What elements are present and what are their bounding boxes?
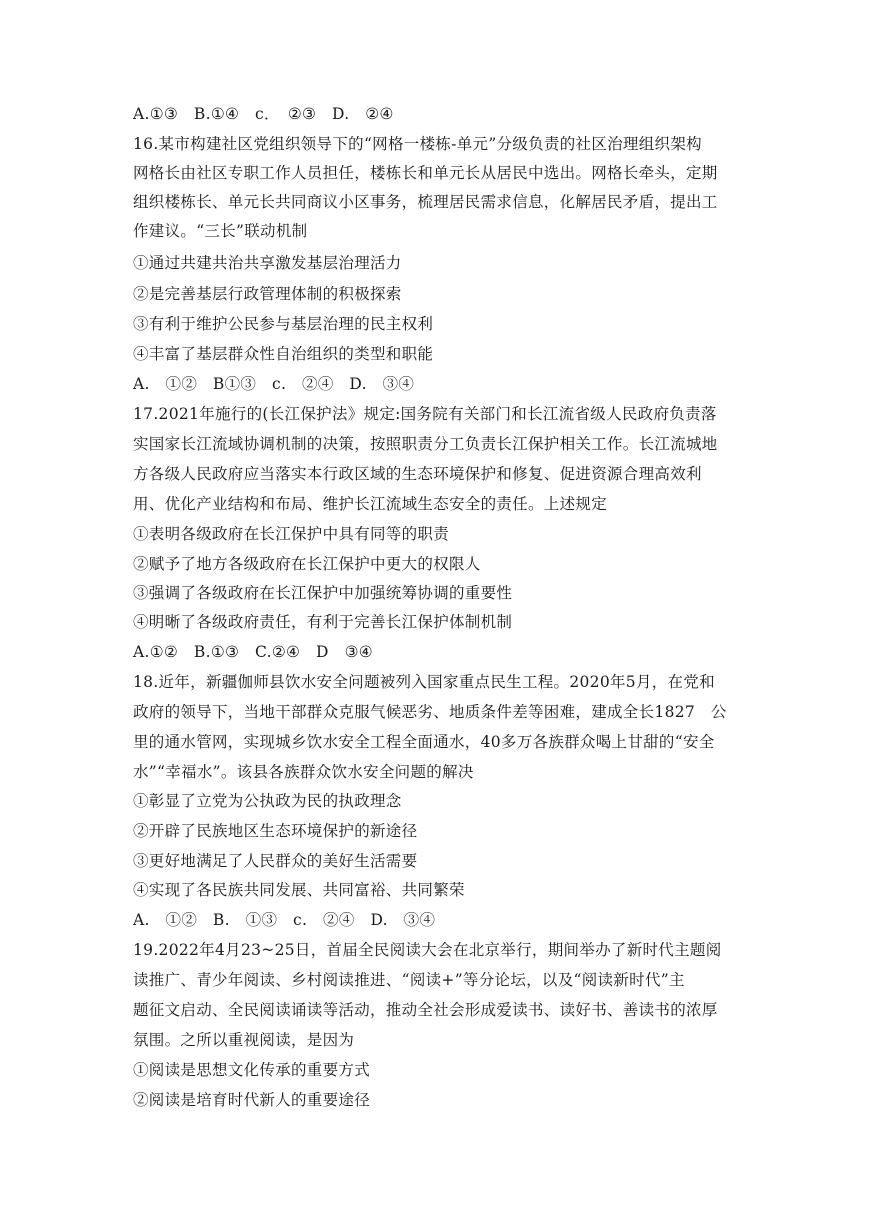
q15-answer-choices: A.①③ B.①④ c． ②③ D. ②④ [133,105,394,123]
q18-option: ①彰显了立党为公执政为民的执政理念 [133,792,402,810]
q19-stem-line: 氛围。之所以重视阅读，是因为 [133,1031,355,1049]
q17-option: ①表明各级政府在长江保护中具有同等的职责 [133,525,450,543]
q19-stem-line: 读推广、青少年阅读、乡村阅读推进、“阅读+”等分论坛，以及“阅读新时代”主 [133,971,685,989]
q16-stem-line: 组织楼栋长、单元长共同商议小区事务，梳理居民需求信息，化解居民矛盾，提出工 [133,193,718,211]
q18-option: ③更好地满足了人民群众的美好生活需要 [133,852,418,870]
q19-option: ②阅读是培育时代新人的重要途径 [133,1091,371,1109]
q18-stem-line: 里的通水管网，实现城乡饮水安全工程全面通水，40多万各族群众喝上甘甜的“安全 [133,733,715,751]
q18-option: ④实现了各民族共同发展、共同富裕、共同繁荣 [133,881,465,899]
q18-stem-line: 18.近年，新疆伽师县饮水安全问题被列入国家重点民生工程。2020年5月，在党和 [133,673,715,691]
q16-stem-line: 作建议。“三长”联动机制 [133,222,308,240]
q16-stem-line: 网格长由社区专职工作人员担任，楼栋长和单元长从居民中选出。网格长牵头，定期 [133,164,718,182]
q17-stem-line: 用、优化产业结构和布局、维护长江流域生态安全的责任。上述规定 [133,495,608,513]
q19-stem-line: 19.2022年4月23~25日，首届全民阅读大会在北京举行，期间举办了新时代主题阅 [133,941,722,959]
q17-option: ④明晰了各级政府责任，有利于完善长江保护体制机制 [133,613,513,631]
q18-stem-line: 水”“幸福水”。该县各族群众饮水安全问题的解决 [133,763,474,781]
q19-stem-line: 题征文启动、全民阅读诵读等活动，推动全社会形成爱读书、读好书、善读书的浓厚 [133,1001,718,1019]
q16-option: ①通过共建共治共享激发基层治理活力 [133,254,402,272]
q18-option: ②开辟了民族地区生态环境保护的新途径 [133,822,418,840]
q16-answer-choices: A. ①② B①③ c. ②④ D. ③④ [133,375,415,393]
q17-stem-line: 17.2021年施行的(长江保护法》规定:国务院有关部门和长江流省级人民政府负责落 [133,405,717,423]
q18-answer-choices: A. ①② B. ①③ c. ②④ D. ③④ [133,911,436,929]
q17-answer-choices: A.①② B.①③ C.②④ D ③④ [133,643,373,661]
q18-stem-line: 政府的领导下，当地干部群众克服气候恶劣、地质条件差等困难，建成全长1827 公 [133,703,727,721]
q17-option: ②赋予了地方各级政府在长江保护中更大的权限人 [133,555,481,573]
q16-option: ②是完善基层行政管理体制的积极探索 [133,285,402,303]
q17-stem-line: 方各级人民政府应当落实本行政区域的生态环境保护和修复、促进资源合理高效利 [133,465,702,483]
q16-option: ③有利于维护公民参与基层治理的民主权利 [133,315,434,333]
q17-option: ③强调了各级政府在长江保护中加强统筹协调的重要性 [133,584,513,602]
q17-stem-line: 实国家长江流域协调机制的决策，按照职责分工负责长江保护相关工作。长江流城地 [133,435,718,453]
q19-option: ①阅读是思想文化传承的重要方式 [133,1061,371,1079]
q16-option: ④丰富了基层群众性自治组织的类型和职能 [133,345,434,363]
q16-stem-line: 16.某市构建社区党组织领导下的“网格一楼栋-单元”分级负责的社区治理组织架构 [133,135,702,153]
